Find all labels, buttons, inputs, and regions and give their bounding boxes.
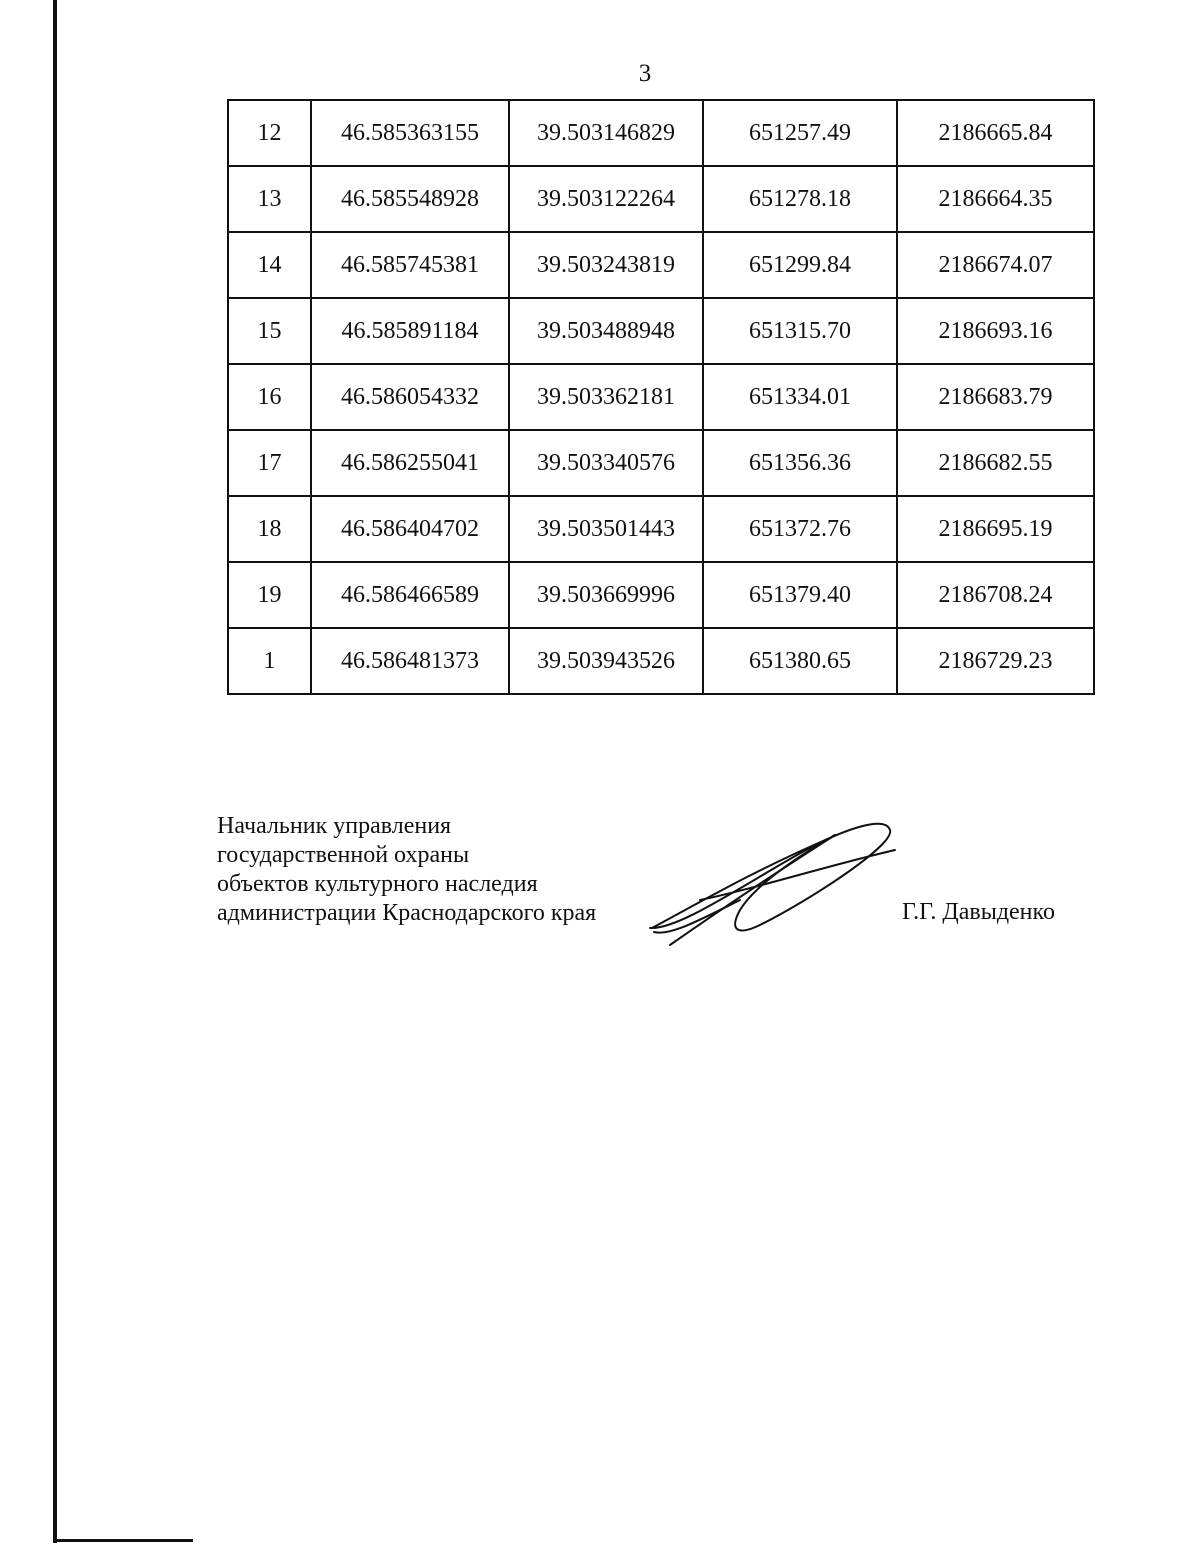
signatory-position-line: администрации Краснодарского края bbox=[217, 900, 597, 926]
x-coordinate-cell: 651334.01 bbox=[703, 364, 897, 430]
point-number-cell: 15 bbox=[228, 298, 311, 364]
table-row bbox=[228, 628, 1094, 694]
point-number-cell: 13 bbox=[228, 166, 311, 232]
point-number-cell: 17 bbox=[228, 430, 311, 496]
x-coordinate-cell: 651257.49 bbox=[703, 100, 897, 166]
x-coordinate-cell: 651315.70 bbox=[703, 298, 897, 364]
table-row bbox=[228, 298, 1094, 364]
signatory-position bbox=[217, 812, 596, 928]
point-number-cell: 12 bbox=[228, 100, 311, 166]
table-row bbox=[228, 364, 1094, 430]
signatory-position-line: объектов культурного наследия bbox=[217, 871, 538, 897]
point-number-cell: 1 bbox=[228, 628, 311, 694]
signatory-name: Г.Г. Давыденко bbox=[902, 899, 1055, 925]
longitude-cell: 39.503501443 bbox=[509, 496, 703, 562]
point-number-cell: 16 bbox=[228, 364, 311, 430]
y-coordinate-cell: 2186729.23 bbox=[897, 628, 1094, 694]
table-row bbox=[228, 430, 1094, 496]
y-coordinate-cell: 2186674.07 bbox=[897, 232, 1094, 298]
y-coordinate-cell: 2186708.24 bbox=[897, 562, 1094, 628]
longitude-cell: 39.503488948 bbox=[509, 298, 703, 364]
longitude-cell: 39.503243819 bbox=[509, 232, 703, 298]
x-coordinate-cell: 651356.36 bbox=[703, 430, 897, 496]
latitude-cell: 46.586481373 bbox=[311, 628, 509, 694]
table-row bbox=[228, 100, 1094, 166]
y-coordinate-cell: 2186665.84 bbox=[897, 100, 1094, 166]
latitude-cell: 46.586404702 bbox=[311, 496, 509, 562]
x-coordinate-cell: 651299.84 bbox=[703, 232, 897, 298]
y-coordinate-cell: 2186683.79 bbox=[897, 364, 1094, 430]
y-coordinate-cell: 2186693.16 bbox=[897, 298, 1094, 364]
longitude-cell: 39.503362181 bbox=[509, 364, 703, 430]
table-row bbox=[228, 232, 1094, 298]
table-row bbox=[228, 166, 1094, 232]
latitude-cell: 46.585745381 bbox=[311, 232, 509, 298]
longitude-cell: 39.503943526 bbox=[509, 628, 703, 694]
scan-border-bottom bbox=[53, 1539, 193, 1542]
x-coordinate-cell: 651278.18 bbox=[703, 166, 897, 232]
y-coordinate-cell: 2186682.55 bbox=[897, 430, 1094, 496]
longitude-cell: 39.503340576 bbox=[509, 430, 703, 496]
page-number: 3 bbox=[638, 60, 652, 87]
scan-border-left bbox=[53, 0, 57, 1543]
handwritten-signature bbox=[640, 810, 910, 950]
coordinates-table-body bbox=[228, 100, 1094, 694]
signatory-position-line: государственной охраны bbox=[217, 842, 470, 868]
y-coordinate-cell: 2186695.19 bbox=[897, 496, 1094, 562]
coordinates-table bbox=[227, 99, 1095, 695]
y-coordinate-cell: 2186664.35 bbox=[897, 166, 1094, 232]
signatory-position-line: Начальник управления bbox=[217, 813, 452, 839]
latitude-cell: 46.585548928 bbox=[311, 166, 509, 232]
x-coordinate-cell: 651372.76 bbox=[703, 496, 897, 562]
x-coordinate-cell: 651380.65 bbox=[703, 628, 897, 694]
latitude-cell: 46.586255041 bbox=[311, 430, 509, 496]
table-row bbox=[228, 562, 1094, 628]
x-coordinate-cell: 651379.40 bbox=[703, 562, 897, 628]
point-number-cell: 19 bbox=[228, 562, 311, 628]
point-number-cell: 18 bbox=[228, 496, 311, 562]
longitude-cell: 39.503146829 bbox=[509, 100, 703, 166]
latitude-cell: 46.586466589 bbox=[311, 562, 509, 628]
table-row bbox=[228, 496, 1094, 562]
longitude-cell: 39.503669996 bbox=[509, 562, 703, 628]
longitude-cell: 39.503122264 bbox=[509, 166, 703, 232]
latitude-cell: 46.585891184 bbox=[311, 298, 509, 364]
latitude-cell: 46.585363155 bbox=[311, 100, 509, 166]
latitude-cell: 46.586054332 bbox=[311, 364, 509, 430]
point-number-cell: 14 bbox=[228, 232, 311, 298]
